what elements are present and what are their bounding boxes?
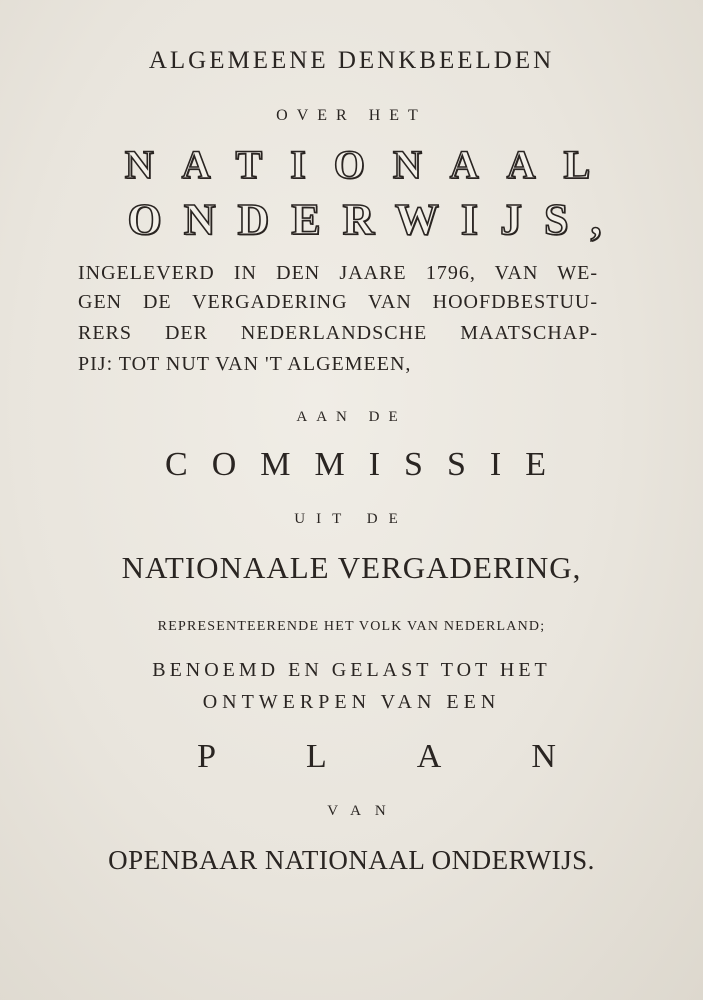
title-onderwijs: ONDERWIJS, bbox=[127, 195, 624, 244]
commissie-heading: COMMISSIE bbox=[165, 446, 570, 483]
body-line-2: GEN DE VERGADERING VAN HOOFDBESTUU- bbox=[78, 291, 598, 313]
benoemd-line-2: ONTWERPEN VAN EEN bbox=[202, 691, 501, 713]
aan-de: AAN DE bbox=[296, 409, 407, 425]
title-nationaal: NATIONAAL bbox=[124, 142, 619, 187]
title-algemeene-denkbeelden: ALGEMEENE DENKBEELDEN bbox=[148, 47, 555, 74]
representeerende-line: REPRESENTEERENDE HET VOLK VAN NEDERLAND; bbox=[157, 619, 546, 634]
body-line-3: RERS DER NEDERLANDSCHE MAATSCHAP- bbox=[78, 322, 598, 344]
openbaar-nationaal-onderwijs: OPENBAAR NATIONAAL ONDERWIJS. bbox=[108, 845, 595, 875]
nationaale-vergadering: NATIONAALE VERGADERING, bbox=[121, 550, 582, 585]
benoemd-line-1: BENOEMD EN GELAST TOT HET bbox=[152, 659, 551, 681]
title-over-het: OVER HET bbox=[276, 107, 427, 124]
plan-heading: PLAN bbox=[197, 738, 646, 775]
uit-de: UIT DE bbox=[294, 511, 409, 527]
body-line-4: PIJ: TOT NUT VAN 'T ALGEMEEN, bbox=[78, 353, 412, 375]
body-line-1: INGELEVERD IN DEN JAARE 1796, VAN WE- bbox=[78, 262, 598, 284]
van: VAN bbox=[327, 803, 400, 819]
